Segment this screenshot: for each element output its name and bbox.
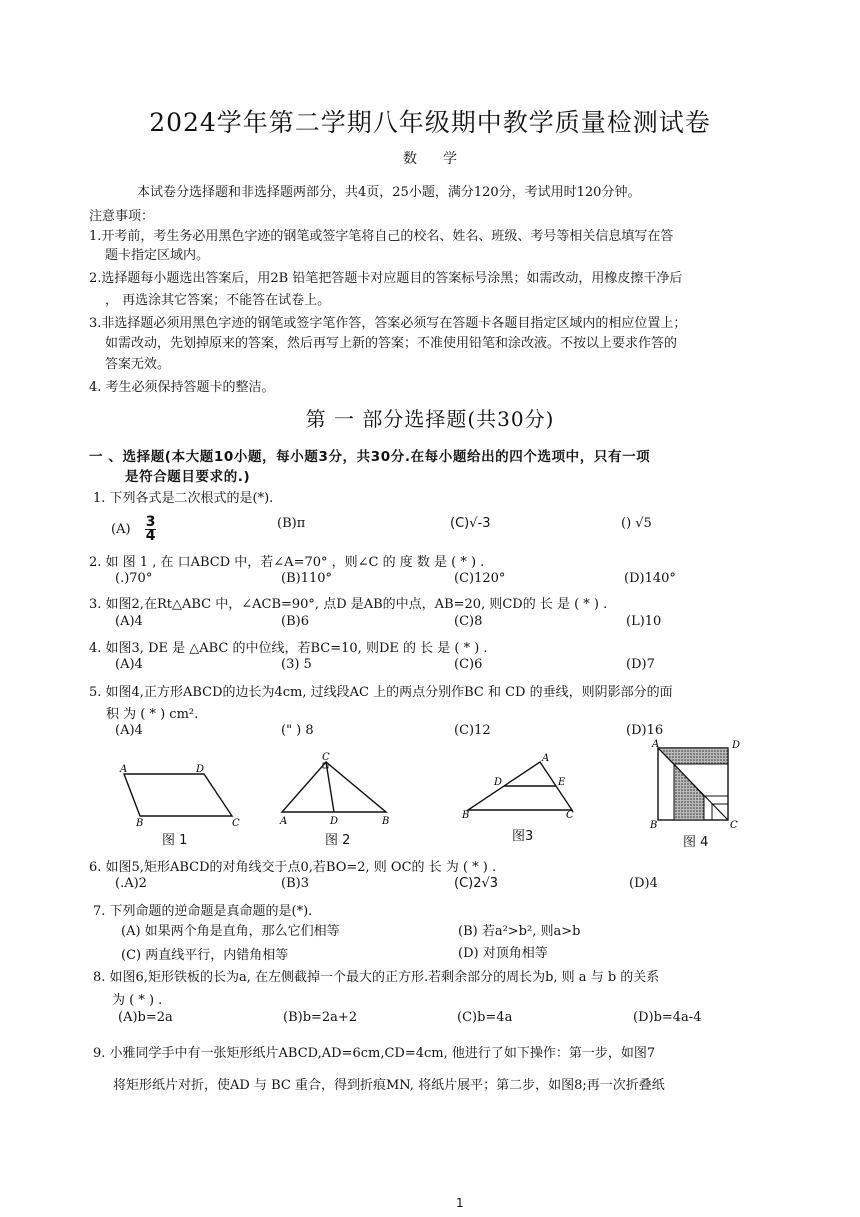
exam-title: 2024学年第二学期八年级期中教学质量检测试卷	[149, 108, 711, 137]
part1-title: 第 一 部分选择题(共30分)	[305, 407, 555, 431]
subject-label: 数学	[403, 151, 483, 167]
q5-option-c: (C)12	[454, 723, 491, 738]
notice-line: 3.非选择题必须用黑色字迹的钢笔或签字笔作答，答案必须写在答题卡各题目指定区域内的相应位置上；	[89, 316, 687, 331]
q8-stem-cont: 为 ( * ) .	[112, 993, 163, 1008]
q7-option-a: (A) 如果两个角是直角，那么它们相等	[121, 924, 340, 939]
fig1-label: C	[232, 818, 240, 828]
notice-line: 4. 考生必须保持答题卡的整洁。	[89, 380, 275, 395]
q1-option-a	[111, 516, 156, 543]
q4-option-a: (A)4	[115, 657, 143, 672]
fig3-label: C	[566, 810, 574, 821]
q4-option-b: (3) 5	[281, 657, 312, 672]
q5-stem: 5. 如图4,正方形ABCD的边长为4cm, 过线段AC 上的两点分别作BC 和 CD 的垂线，则阴影部分的面	[89, 685, 673, 700]
q6-stem: 6. 如图5,矩形ABCD的对角线交于点0,若BO=2, 则 OC的 长 为 ( * ) .	[89, 860, 497, 875]
q3-option-d: (L)10	[626, 614, 662, 629]
q6-option-a: (.A)2	[115, 876, 147, 891]
fig1-label: B	[136, 818, 144, 828]
figure-4-square-shaded	[648, 738, 744, 832]
q5-option-b: (" ) 8	[281, 723, 314, 738]
fig3-label: D	[494, 777, 503, 788]
q1-option-a-fraction	[145, 516, 157, 543]
fig4-label: D	[732, 740, 741, 751]
notice-line: 题卡指定区域内。	[105, 248, 210, 263]
q1-stem: 1. 下列各式是二次根式的是(*).	[93, 491, 274, 506]
fig2-label: C	[322, 752, 330, 763]
q3-stem: 3. 如图2,在Rt△ABC 中，∠ACB=90°, 点D 是AB的中点，AB=20, 则CD的 长 是 ( * ) .	[89, 597, 608, 612]
q8-option-b: (B)b=2a+2	[283, 1010, 358, 1025]
q6-option-b: (B)3	[281, 876, 309, 891]
figure-1-caption: 图 1	[162, 833, 188, 848]
q7-option-d: (D) 对顶角相等	[458, 946, 548, 961]
notice-line: 1.开考前，考生务必用黑色字迹的钢笔或签字笔将自己的校名、姓名、班级、考号等相关信息填写在答	[89, 229, 674, 244]
page-number: 1	[456, 1196, 464, 1210]
q8-stem: 8. 如图6,矩形铁板的长为a, 在左侧截掉一个最大的正方形.若剩余部分的周长为b, 则 a 与 b 的关系	[93, 970, 660, 985]
fig2-label: D	[330, 816, 339, 827]
q5-option-d: (D)16	[626, 723, 664, 738]
section-heading-cont: 是符合题目要求的.)	[125, 469, 251, 485]
fraction-denominator: 4	[145, 528, 156, 544]
q8-option-d: (D)b=4a-4	[633, 1010, 702, 1025]
q3-option-a: (A)4	[115, 614, 143, 629]
fig4-label: C	[730, 820, 738, 831]
fig4-label: B	[650, 820, 658, 831]
fig1-label: D	[196, 764, 205, 775]
q3-option-b: (B)6	[281, 614, 309, 629]
q2-stem: 2. 如 图 1 , 在 口ABCD 中，若∠A=70° ，则∠C 的 度 数 是 ( * ) .	[89, 555, 485, 570]
q1-option-b: (B)π	[277, 516, 306, 531]
fig3-label: B	[462, 810, 470, 821]
q1-option-a-label: (A)	[111, 522, 131, 537]
q9-stem-cont: 将矩形纸片对折，使AD 与 BC 重合，得到折痕MN, 将纸片展平；第二步，如图8;再一次折叠纸	[113, 1078, 665, 1093]
q6-option-d: (D)4	[629, 876, 658, 891]
q3-option-c: (C)8	[454, 614, 483, 629]
q5-stem-cont: 积 为 ( * ) cm².	[106, 707, 199, 722]
figure-2-right-triangle	[274, 750, 394, 828]
q4-option-c: (C)6	[454, 657, 483, 672]
notice-line: 2.选择题每小题选出答案后，用2B 铅笔把答题卡对应题目的答案标号涂黑；如需改动，用橡皮擦干净后	[89, 271, 683, 286]
notice-line: 答案无效。	[105, 357, 171, 372]
notice-heading: 注意事项：	[89, 209, 155, 224]
fig1-label: A	[120, 764, 128, 775]
figure-4-caption: 图 4	[683, 835, 709, 850]
fig2-label: A	[280, 816, 288, 827]
figure-3-midline-triangle	[460, 752, 580, 822]
section-heading: 一 、选择题(本大题10小题，每小题3分，共30分.在每小题给出的四个选项中，只有一项	[89, 449, 651, 465]
fig3-label: E	[558, 777, 566, 788]
q7-option-b: (B) 若a²>b², 则a>b	[458, 924, 581, 939]
q2-option-a: (.)70°	[115, 571, 153, 586]
q7-stem: 7. 下列命题的逆命题是真命题的是(*).	[93, 904, 313, 919]
exam-intro: 本试卷分选择题和非选择题两部分，共4页，25小题，满分120分，考试用时120分钟。	[137, 185, 641, 200]
q1-option-c: (C)√-3	[450, 516, 491, 531]
figure-3-caption: 图3	[512, 829, 534, 844]
q2-option-b: (B)110°	[281, 571, 333, 586]
fig2-label: B	[382, 816, 390, 827]
q4-stem: 4. 如图3, DE 是 △ABC 的中位线，若BC=10, 则DE 的 长 是 ( * ) .	[89, 641, 488, 656]
figure-1-parallelogram	[112, 762, 244, 828]
fig3-label: A	[542, 753, 550, 764]
q2-option-c: (C)120°	[454, 571, 506, 586]
notice-line: ， 再选涂其它答案；不能答在试卷上。	[105, 293, 331, 308]
q9-stem: 9. 小雅同学手中有一张矩形纸片ABCD,AD=6cm,CD=4cm, 他进行了如下操作：第一步，如图7	[93, 1046, 656, 1061]
q5-option-a: (A)4	[115, 723, 143, 738]
fig4-label: A	[652, 739, 660, 750]
q8-option-c: (C)b=4a	[457, 1010, 513, 1025]
q2-option-d: (D)140°	[624, 571, 676, 586]
figure-2-caption: 图 2	[325, 833, 351, 848]
notice-line: 如需改动，先划掉原来的答案，然后再写上新的答案；不准使用铅笔和涂改液。不按以上要求作答的	[105, 336, 678, 351]
q7-option-c: (C) 两直线平行，内错角相等	[121, 948, 289, 963]
q8-option-a: (A)b=2a	[118, 1010, 173, 1025]
fraction-numerator: 3	[145, 514, 156, 530]
q1-option-d: () √5	[621, 516, 652, 531]
q6-option-c: (C)2√3	[454, 876, 499, 891]
q4-option-d: (D)7	[626, 657, 655, 672]
